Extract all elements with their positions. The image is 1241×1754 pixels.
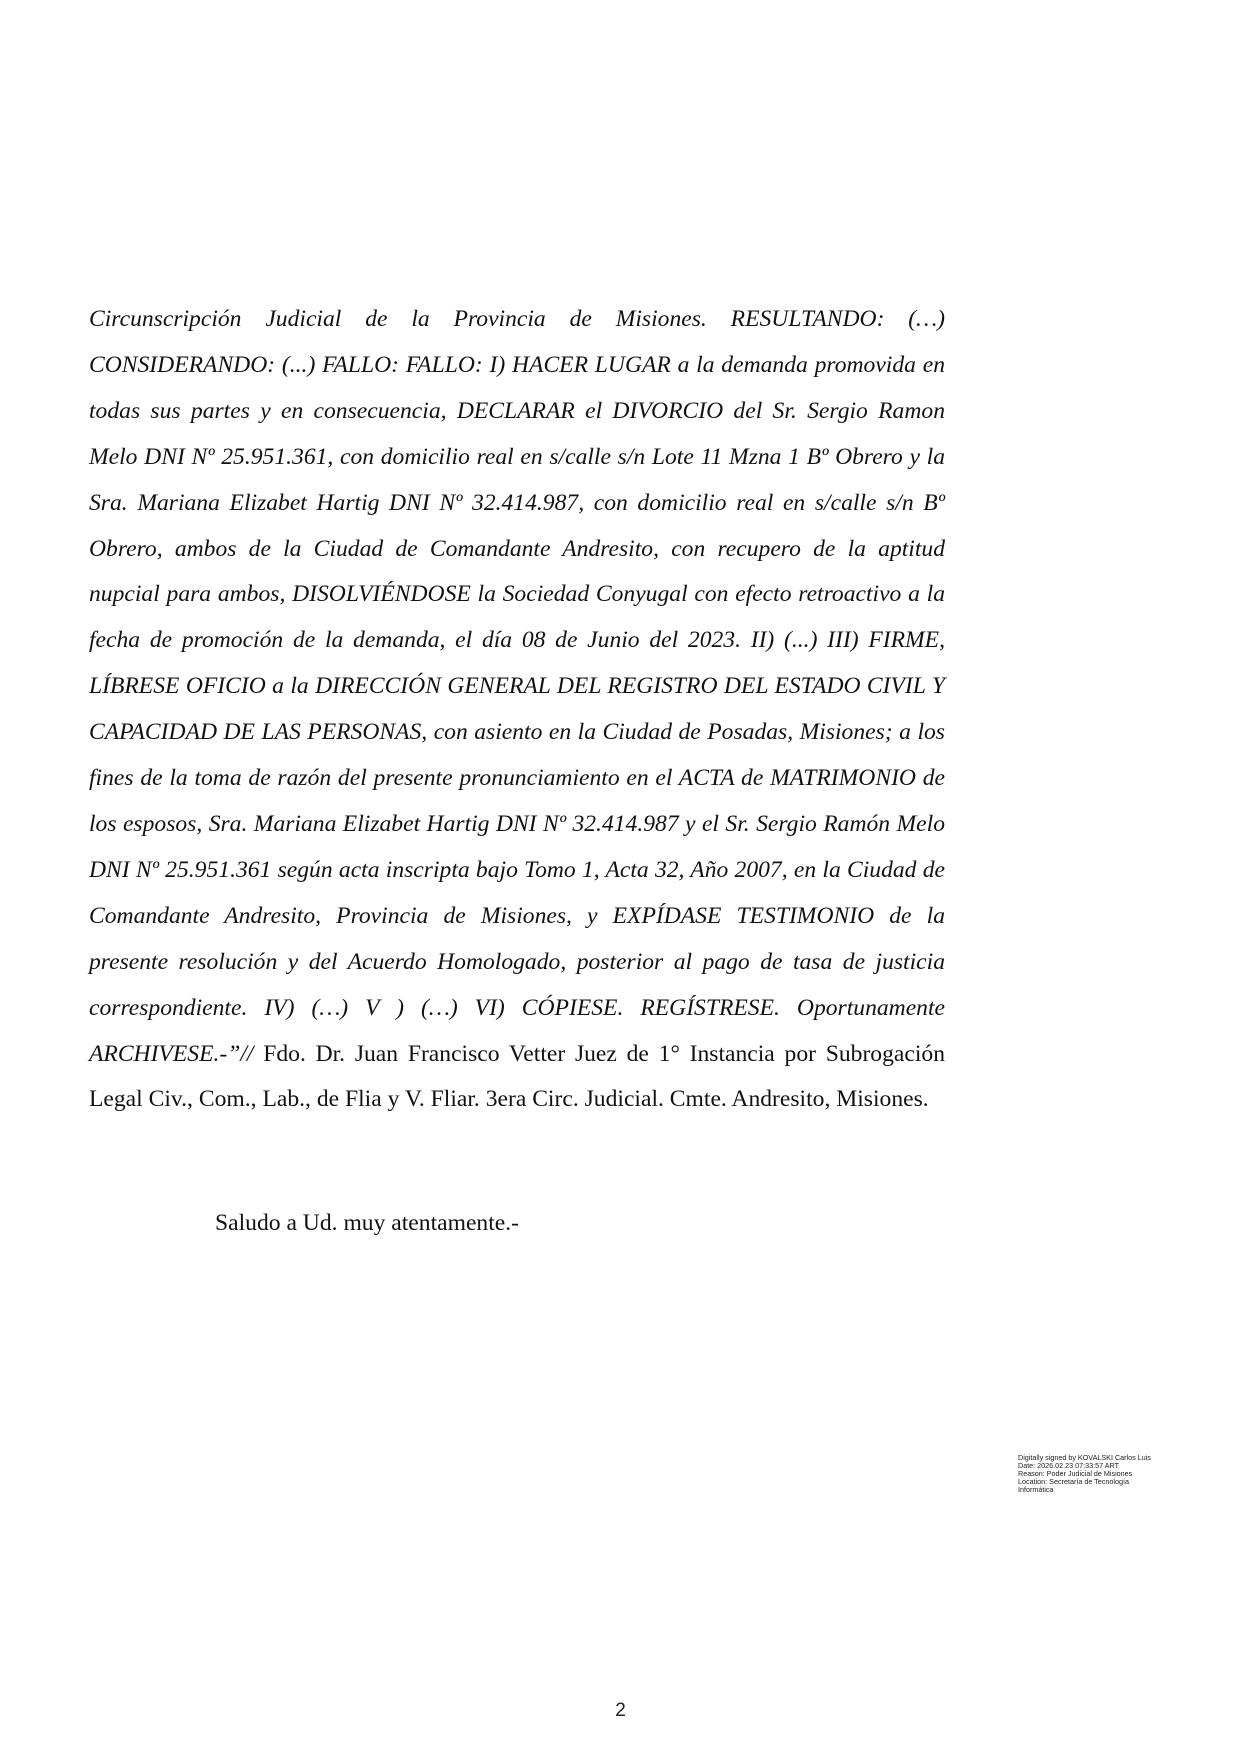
digital-signature-stamp [1018, 1454, 1188, 1494]
resolution-quoted-text: Circunscripción Judicial de la Provincia de Misiones. RESULTANDO: (…) CONSIDERANDO: (...) FALLO: FALLO: I) HACER LUGAR a la demanda promovida en todas sus partes y en consecuencia, DECLARAR el DIVORCIO del Sr. Sergio Ramon Melo DNI Nº 25.951.361, con domicilio real en s/calle s/n Lote 11 Mzna 1 Bº Obrero y la Sra. Mariana Elizabet Hartig DNI Nº 32.414.987, con domicilio real en s/calle s/n Bº Obrero, ambos de la Ciudad de Comandante Andresito, con recupero de la aptitud nupcial para ambos, DISOLVIÉNDOSE la Sociedad Conyugal con efecto retroactivo a la fecha de promoción de la demanda, el día 08 de Junio del 2023. II) (...) III) FIRME, LÍBRESE OFICIO a la DIRECCIÓN GENERAL DEL REGISTRO DEL ESTADO CIVIL Y CAPACIDAD DE LAS PERSONAS, con asiento en la Ciudad de Posadas, Misiones; a los fines de la toma de razón del presente pronunciamiento en el ACTA de MATRIMONIO de los esposos, Sra. Mariana Elizabet Hartig DNI Nº 32.414.987 y el Sr. Sergio Ramón Melo DNI Nº 25.951.361 según acta inscripta bajo Tomo 1, Acta 32, Año 2007, en la Ciudad de Comandante Andresito, Provincia de Misiones, y EXPÍDASE TESTIMONIO de la presente resolución y del Acuerdo Homologado, posterior al pago de tasa de justicia correspondiente. IV) (…) V ) (…) VI) CÓPIESE. REGÍSTRESE. Oportunamente ARCHIVESE.-”// [89, 306, 945, 1067]
resolution-body-text [89, 297, 945, 1123]
judge-signature-text: Fdo. Dr. Juan Francisco Vetter Juez de 1° Instancia por Subrogación Legal Civ., Com., Lab., de Flia y V. Fliar. 3era Circ. Judicial. Cmte. Andresito, Misiones. [89, 1040, 945, 1113]
page-number: 2 [615, 1700, 626, 1721]
signature-line-location: Location: Secretaría de Tecnología [1018, 1477, 1129, 1486]
signature-line-signer: Digitally signed by KOVALSKI Carlos Luis [1018, 1453, 1151, 1462]
closing-salutation: Saludo a Ud. muy atentamente.- [215, 1210, 520, 1236]
signature-line-location-cont: Informática [1018, 1485, 1054, 1494]
signature-line-date: Date: 2026.02.23 07:33:57 ART [1018, 1461, 1119, 1470]
signature-line-reason: Reason: Poder Judicial de Misiones [1018, 1469, 1133, 1478]
